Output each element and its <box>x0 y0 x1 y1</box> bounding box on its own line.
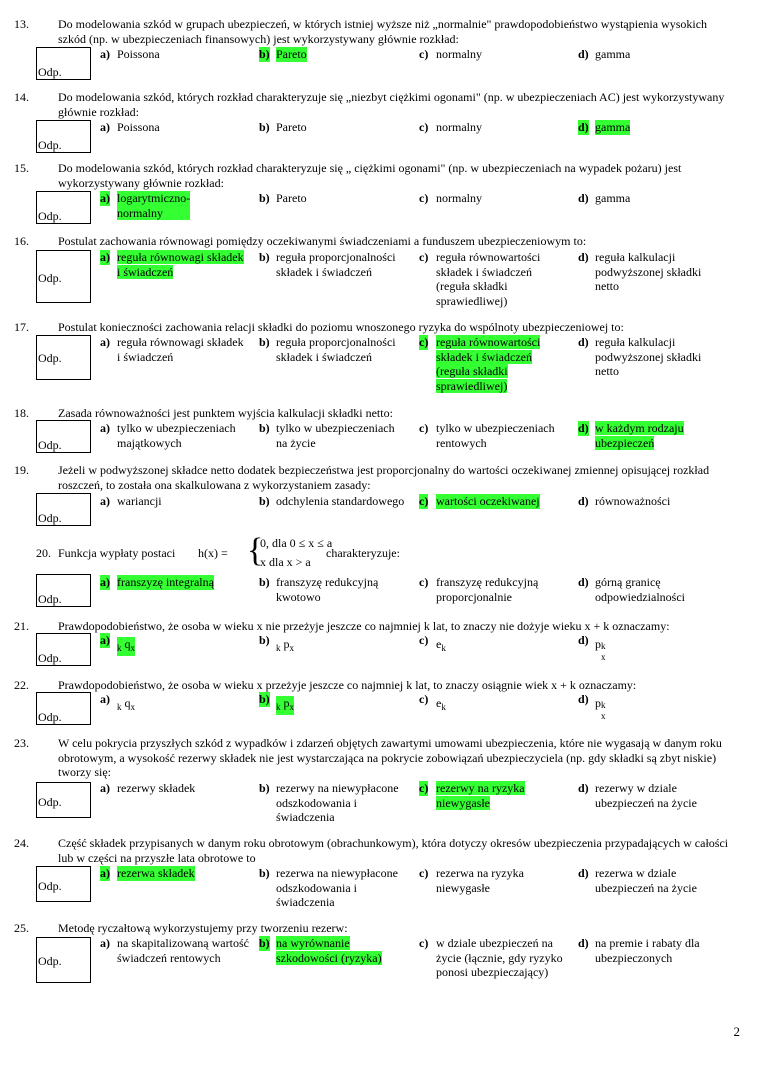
question-17: 17. Postulat konieczności zachowania relacji składki do poziomu wnoszonego ryzyka do wspólnoty ubezpieczeniowej to: Odp. a) reguła równowagi składek i świadczeń b) reguła proporcjonalności składek i świadczeń c) reguła równowartości składek i świadczeń (reguła składki sprawiedliwej) d) reguła kalkulacji podwyższonej składki netto <box>14 320 702 393</box>
symbol: $e_k$ <box>436 637 446 653</box>
answer-box[interactable] <box>36 937 91 983</box>
question-24: 24. Część składek przypisanych w danym roku obrotowym (obrachunkowym), która dotyczy okresów ubezpieczenia przypadających w całości lub w części na przyszłe lata obrotowe to Odp. a) rezerwa składek b) rezerwa na niewypłacone odszkodowania i świadczenia c) rezerwa na ryzyka niewygasłe d) rezerwa w dziale ubezpieczeń na życie <box>14 836 729 909</box>
answer-box[interactable] <box>36 335 91 380</box>
answer-label: Odp. <box>38 64 62 79</box>
question-text: W celu pokrycia przyszłych szkód z wypadków i zdarzeń objętych zawartymi umowami ubezpieczenia, które nie wygasają w danym roku obrotowym, a wysokość rezerwy składek nie jest wystarczająca na pokrycie zobowiązań ubezpieczyciela (np. gdy składki są zbyt niskie) tworzy się: <box>58 736 722 779</box>
question-text: Zasada równoważności jest punktem wyjścia kalkulacji składki netto: <box>58 406 393 420</box>
question-number: 24. <box>14 836 29 850</box>
answer-label: Odp. <box>38 137 62 152</box>
question-number: 23. <box>14 736 29 750</box>
question-text: Metodę ryczałtową wykorzystujemy przy tworzeniu rezerw: <box>58 921 348 935</box>
symbol: p k x <box>595 637 606 662</box>
answer-box[interactable] <box>36 250 91 303</box>
question-tail: charakteryzuje: <box>326 546 400 560</box>
answer-label: Odp. <box>38 953 62 968</box>
question-number: 13. <box>14 17 29 31</box>
answer-box[interactable] <box>36 782 91 818</box>
answer-label: Odp. <box>38 878 62 893</box>
question-22: 22. Prawdopodobieństwo, że osoba w wieku x przeżyje jeszcze co najmniej k lat, to znaczy osiągnie wiek x + k oznaczamy: Odp. a) $_k$ $q_x$ b) $_k$ $p_x$ c) $e_k$ d) p k x <box>14 678 637 724</box>
symbol: $_k$ $p_x$ <box>276 637 294 653</box>
question-text: Prawdopodobieństwo, że osoba w wieku x nie przeżyje jeszcze co najmniej k lat, to znaczy nie dożyje wieku x + k oznaczamy: <box>58 619 670 633</box>
question-text: Część składek przypisanych w danym roku obrotowym (obrachunkowym), która dotyczy okresów ubezpieczenia przypadających w całości lub w części na przyszłe lata obrotowe to <box>58 836 729 865</box>
question-19: 19. Jeżeli w podwyższonej składce netto dodatek bezpieczeństwa jest proporcjonalny do wartości oczekiwanej zmiennej opisującej rozkład roszczeń, to została ona skalkulowana z wykorzystaniem zasady: Odp. a) wariancji b) odchylenia standardowego c) wartości oczekiwanej d) równoważności <box>14 463 710 525</box>
question-text: Do modelowania szkód, których rozkład charakteryzuje się „niezbyt ciężkimi ogonami" (np. w ubezpieczeniach AC) jest wykorzystywany głównie rozkład: <box>58 90 725 119</box>
question-number: 15. <box>14 161 29 175</box>
question-text: Do modelowania szkód, których rozkład charakteryzuje się „ ciężkimi ogonami" (np. w ubezpieczeniach na wypadek pożaru) jest wykorzystywany głównie rozkład: <box>58 161 682 190</box>
answer-label: Odp. <box>38 270 62 285</box>
answer-box[interactable] <box>36 692 91 725</box>
answer-box[interactable] <box>36 633 91 666</box>
question-13: 13. Do modelowania szkód w grupach ubezpieczeń, w których istniej wyższe niż „normalnie" prawdopodobieństwo wystąpienia wysokich szkód (np. w ubezpieczeniach finansowych) jest wykorzystywany głównie rozkład: Odp. a) Poissona b) Pareto c) normalny d) gamma <box>14 17 708 79</box>
answer-label: Odp. <box>38 709 62 724</box>
answer-label: Odp. <box>38 591 62 606</box>
answer-label: Odp. <box>38 208 62 223</box>
symbol: $e_k$ <box>436 696 446 712</box>
question-text: Postulat konieczności zachowania relacji składki do poziomu wnoszonego ryzyka do wspólnoty ubezpieczeniowej to: <box>58 320 624 334</box>
question-number: 19. <box>14 463 29 477</box>
question-number: 16. <box>14 234 29 248</box>
question-number: 17. <box>14 320 29 334</box>
question-23: 23. W celu pokrycia przyszłych szkód z wypadków i zdarzeń objętych zawartymi umowami ubezpieczenia, które nie wygasają w danym roku obrotowym, a wysokość rezerwy składek nie jest wystarczająca na pokrycie zobowiązań ubezpieczyciela (np. gdy składki są zbyt niskie) tworzy się: Odp. a) rezerwy składek b) rezerwy na niewypłacone odszkodowania i świadczenia c) rezerwy na ryzyka niewygasłe d) rezerwy w dziale ubezpieczeń na życie <box>14 736 722 824</box>
answer-box[interactable] <box>36 120 91 153</box>
answer-box[interactable] <box>36 574 91 607</box>
question-text: Do modelowania szkód w grupach ubezpieczeń, w których istniej wyższe niż „normalnie" prawdopodobieństwo wystąpienia wysokich szkód (np. w ubezpieczeniach finansowych) jest wykorzystywany głównie rozkład: <box>58 17 708 46</box>
answer-label: Odp. <box>38 350 62 365</box>
brace: { <box>247 532 264 569</box>
answer-box[interactable] <box>36 191 91 224</box>
question-number: 22. <box>14 678 29 692</box>
answer-box[interactable] <box>36 47 91 80</box>
question-text: Funkcja wypłaty postaci <box>58 546 176 560</box>
question-number: 20. <box>36 546 51 560</box>
answer-label: Odp. <box>38 794 62 809</box>
symbol: $_k$ $q_x$ <box>117 696 135 712</box>
question-text: Postulat zachowania równowagi pomiędzy oczekiwanymi świadczeniami a funduszem ubezpieczeniowym to: <box>58 234 587 248</box>
question-18: 18. Zasada równoważności jest punktem wyjścia kalkulacji składki netto: Odp. a) tylko w ubezpieczeniach majątkowych b) tylko w ubezpieczeniach na życie c) tylko w ubezpieczeniach rentowych d) w każdym rodzaju ubezpieczeń <box>14 406 684 452</box>
question-text: Jeżeli w podwyższonej składce netto dodatek bezpieczeństwa jest proporcjonalny do wartości oczekiwanej zmiennej opisującej rozkład roszczeń, to została ona skalkulowana z wykorzystaniem zasady: <box>58 463 710 492</box>
question-15: 15. Do modelowania szkód, których rozkład charakteryzuje się „ ciężkimi ogonami" (np. w ubezpieczeniach na wypadek pożaru) jest wykorzystywany głównie rozkład: Odp. a) logarytmiczno-normalny b) Pareto c) normalny d) gamma <box>14 161 682 223</box>
question-16: 16. Postulat zachowania równowagi pomiędzy oczekiwanymi świadczeniami a funduszem ubezpieczeniowym to: Odp. a) reguła równowagi składek i świadczeń b) reguła proporcjonalności składek i świadczeń c) reguła równowartości składek i świadczeń (reguła składki sprawiedliwej) d) reguła kalkulacji podwyższonej składki netto <box>14 234 702 308</box>
payout-formula: h(x) = { 0, dla 0 ≤ x ≤ a x dla x > a <box>198 532 333 569</box>
answer-label: Odp. <box>38 437 62 452</box>
answer-box[interactable] <box>36 420 91 453</box>
question-text: Prawdopodobieństwo, że osoba w wieku x przeżyje jeszcze co najmniej k lat, to znaczy osiągnie wiek x + k oznaczamy: <box>58 678 637 692</box>
symbol: $_k$ $q_x$ <box>117 637 135 656</box>
question-number: 18. <box>14 406 29 420</box>
symbol: $_k$ $p_x$ <box>276 696 294 715</box>
question-25: 25. Metodę ryczałtową wykorzystujemy przy tworzeniu rezerw: Odp. a) na skapitalizowaną wartość świadczeń rentowych b) na wyrównanie szkodowości (ryzyka) c) w dziale ubezpieczeń na życie (łącznie, gdy ryzyko ponosi ubezpieczający) d) na premie i rabaty dla ubezpieczonych <box>36 921 736 936</box>
question-21: 21. Prawdopodobieństwo, że osoba w wieku x nie przeżyje jeszcze co najmniej k lat, to znaczy nie dożyje wieku x + k oznaczamy: Odp. a) $_k$ $q_x$ b) $_k$ $p_x$ c) $e_k$ d) p k x <box>14 619 670 665</box>
answer-label: Odp. <box>38 650 62 665</box>
question-number: 21. <box>14 619 29 633</box>
symbol: p k x <box>595 696 606 721</box>
answer-label: Odp. <box>38 510 62 525</box>
page-number: 2 <box>733 1024 740 1039</box>
question-number: 14. <box>14 90 29 104</box>
answer-box[interactable] <box>36 493 91 526</box>
question-number: 25. <box>14 921 29 935</box>
question-14: 14. Do modelowania szkód, których rozkład charakteryzuje się „niezbyt ciężkimi ogonami" (np. w ubezpieczeniach AC) jest wykorzystywany głównie rozkład: Odp. a) Poissona b) Pareto c) normalny d) gamma <box>14 90 725 152</box>
answer-box[interactable] <box>36 866 91 902</box>
